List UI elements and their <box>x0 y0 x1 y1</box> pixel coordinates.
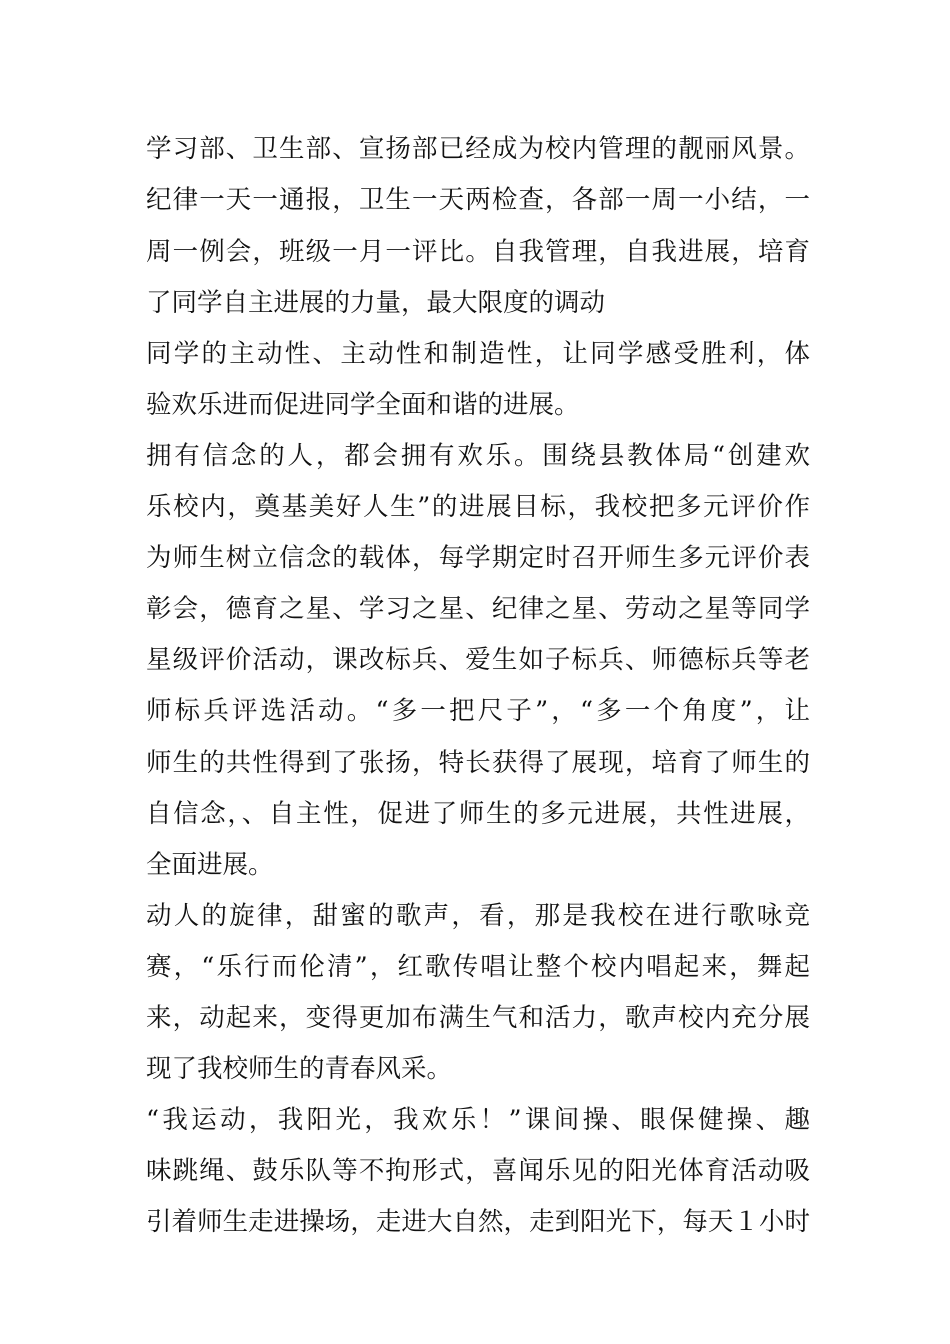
text-line: 拥有信念的人，都会拥有欢乐。围绕县教体局“创建欢 <box>146 441 810 471</box>
text-line: 引着师生走进操场，走进大自然，走到阳光下，每天１小时 <box>146 1207 810 1237</box>
text-line: 周一例会，班级一月一评比。自我管理，自我进展，培育 <box>146 237 810 267</box>
text-line: 自信念，、自主性，促进了师生的多元进展，共性进展， <box>146 799 810 829</box>
text-line: 赛，“乐行而伦清”，红歌传唱让整个校内唱起来，舞起 <box>146 952 810 982</box>
text-line: 同学的主动性、主动性和制造性，让同学感受胜利，体 <box>146 339 810 369</box>
text-line: 了同学自主进展的力量，最大限度的调动 <box>146 288 606 318</box>
text-line: 全面进展。 <box>146 850 274 880</box>
text-line: 动人的旋律，甜蜜的歌声，看，那是我校在进行歌咏竞 <box>146 901 810 931</box>
text-line: 来，动起来，变得更加布满生气和活力，歌声校内充分展 <box>146 1003 810 1033</box>
text-line: 现了我校师生的青春风采。 <box>146 1054 453 1084</box>
text-line: 学习部、卫生部、宣扬部已经成为校内管理的靓丽风景。 <box>146 134 810 164</box>
text-line: 纪律一天一通报，卫生一天两检查，各部一周一小结，一 <box>146 185 810 215</box>
text-line: 彰会，德育之星、学习之星、纪律之星、劳动之星等同学 <box>146 594 810 624</box>
text-line: 验欢乐进而促进同学全面和谐的进展。 <box>146 390 580 420</box>
text-line: 师标兵评选活动。“多一把尺子”，“多一个角度”，让 <box>146 696 810 726</box>
text-line: 味跳绳、鼓乐队等不拘形式，喜闻乐见的阳光体育活动吸 <box>146 1156 810 1186</box>
text-line: 星级评价活动，课改标兵、爱生如子标兵、师德标兵等老 <box>146 645 810 675</box>
text-line: “我运动，我阳光，我欢乐！”课间操、眼保健操、趣 <box>146 1105 810 1135</box>
text-line: 师生的共性得到了张扬，特长获得了展现，培育了师生的 <box>146 748 810 778</box>
text-line: 乐校内，奠基美好人生”的进展目标，我校把多元评价作 <box>146 492 810 522</box>
text-line: 为师生树立信念的载体，每学期定时召开师生多元评价表 <box>146 543 810 573</box>
